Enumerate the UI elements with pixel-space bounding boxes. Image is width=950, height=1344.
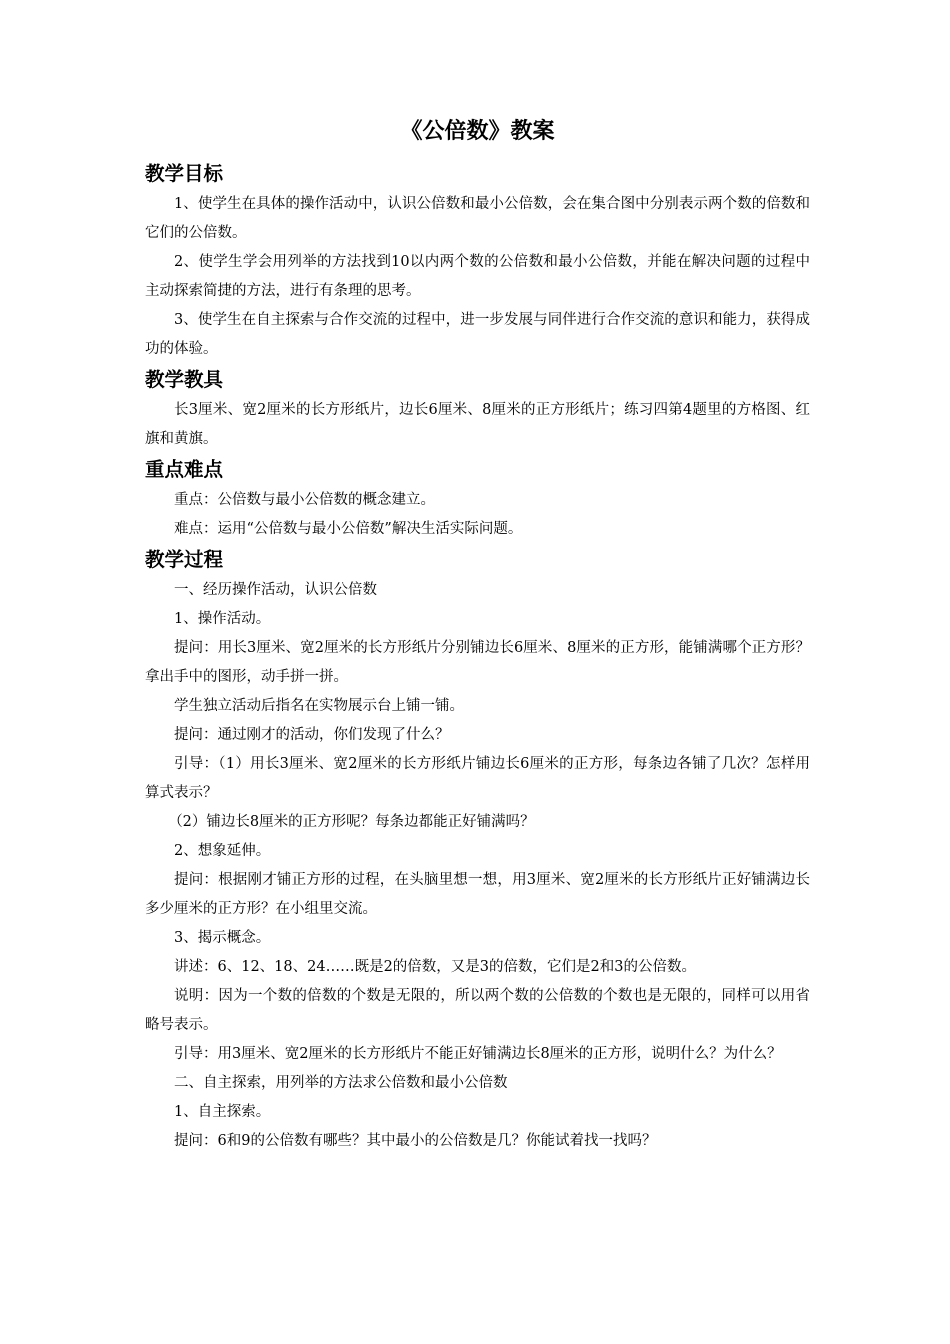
paragraph: 提问：通过刚才的活动，你们发现了什么？ (174, 727, 450, 743)
section-key-points (145, 454, 810, 544)
paragraph: 2、使学生学会用列举的方法找到10以内两个数的公倍数和最小公倍数，并能在解决问题的过程中主动探索简捷的方法，进行有条理的思考。 (145, 254, 810, 299)
paragraph: 1、自主探索。 (174, 1104, 271, 1120)
paragraph: 提问：根据刚才铺正方形的过程，在头脑里想一想，用3厘米、宽2厘米的长方形纸片正好铺满边长多少厘米的正方形？在小组里交流。 (145, 872, 810, 917)
paragraph: 讲述：6、12、18、24……既是2的倍数，又是3的倍数，它们是2和3的公倍数。 (174, 959, 696, 975)
paragraph: 2、想象延伸。 (174, 843, 271, 859)
paragraph: 二、自主探索，用列举的方法求公倍数和最小公倍数 (174, 1075, 508, 1091)
paragraph: 提问：6和9的公倍数有哪些？其中最小的公倍数是几？你能试着找一找吗？ (174, 1133, 657, 1149)
section-heading: 教学目标 (145, 162, 224, 185)
section-heading: 重点难点 (145, 458, 224, 481)
section-teaching-goals (145, 158, 810, 364)
paragraph: 一、经历操作活动，认识公倍数 (174, 582, 377, 598)
paragraph: 长3厘米、宽2厘米的长方形纸片，边长6厘米、8厘米的正方形纸片；练习四第4题里的方格图、红旗和黄旗。 (145, 402, 810, 447)
section-heading: 教学教具 (145, 368, 224, 391)
section-teaching-aids (145, 364, 810, 454)
paragraph: 难点：运用“公倍数与最小公倍数”解决生活实际问题。 (174, 521, 523, 537)
paragraph: 引导：用3厘米、宽2厘米的长方形纸片不能正好铺满边长8厘米的正方形，说明什么？为什么？ (174, 1046, 782, 1062)
paragraph: 3、使学生在自主探索与合作交流的过程中，进一步发展与同伴进行合作交流的意识和能力，获得成功的体验。 (145, 312, 810, 357)
section-heading: 教学过程 (145, 548, 224, 571)
document-title: 《公倍数》教案 (400, 119, 555, 144)
paragraph: 引导：（1）用长3厘米、宽2厘米的长方形纸片铺边长6厘米的正方形，每条边各铺了几次？怎样用算式表示？ (145, 756, 810, 801)
paragraph: 1、操作活动。 (174, 611, 271, 627)
paragraph: 重点：公倍数与最小公倍数的概念建立。 (174, 492, 435, 508)
paragraph: 学生独立活动后指名在实物展示台上铺一铺。 (174, 698, 464, 714)
paragraph: 提问：用长3厘米、宽2厘米的长方形纸片分别铺边长6厘米、8厘米的正方形，能铺满哪个正方形？拿出手中的图形，动手拼一拼。 (145, 640, 810, 685)
paragraph: 1、使学生在具体的操作活动中，认识公倍数和最小公倍数，会在集合图中分别表示两个数的倍数和它们的公倍数。 (145, 196, 810, 241)
paragraph: 说明：因为一个数的倍数的个数是无限的，所以两个数的公倍数的个数也是无限的，同样可以用省略号表示。 (145, 988, 810, 1033)
paragraph: （2）铺边长8厘米的正方形呢？每条边都能正好铺满吗？ (168, 814, 535, 830)
section-teaching-process (145, 544, 810, 1156)
document-page (145, 112, 810, 1156)
paragraph: 3、揭示概念。 (174, 930, 271, 946)
